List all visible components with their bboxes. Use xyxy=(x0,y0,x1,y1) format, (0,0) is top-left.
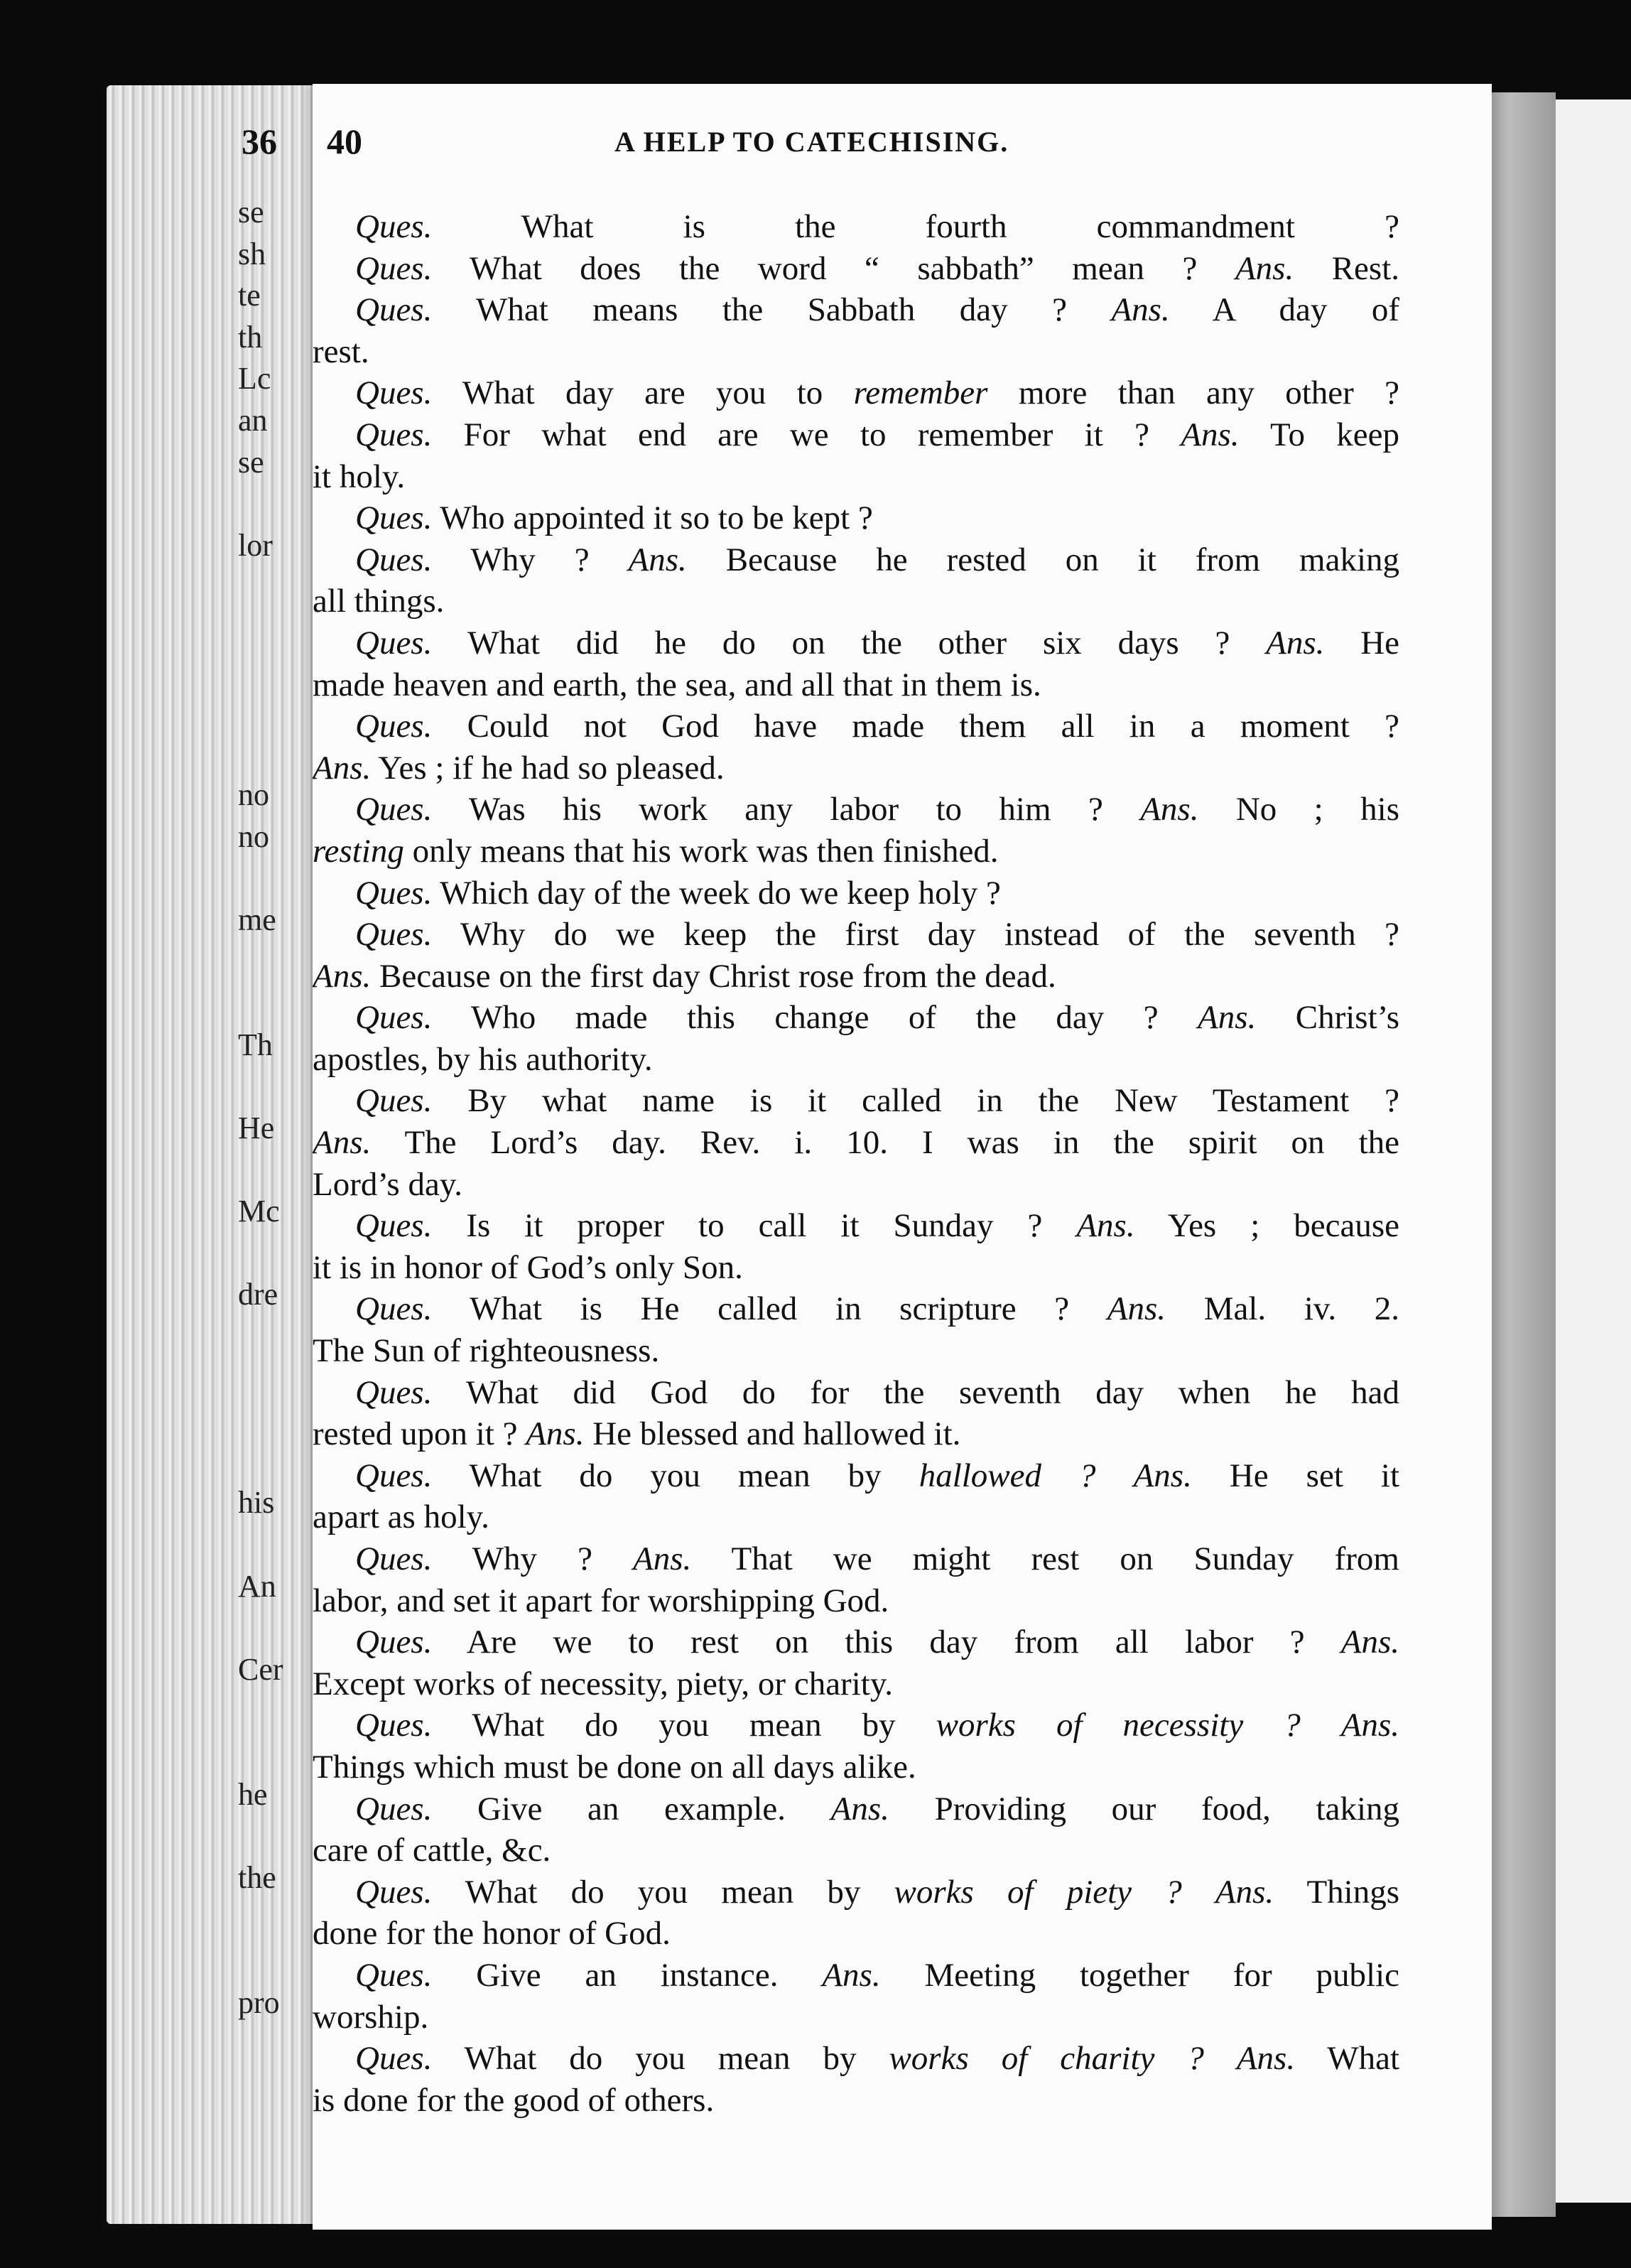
next-page-edge xyxy=(1556,99,1631,2203)
running-title: A HELP TO CATECHISING. xyxy=(614,126,1009,158)
text-line xyxy=(313,1164,1399,1206)
line-text: Things xyxy=(1274,1873,1399,1911)
margin-fragment: the xyxy=(238,1859,276,1895)
margin-fragment xyxy=(238,1358,323,1400)
margin-fragment xyxy=(238,1399,323,1441)
question-label: Ques. xyxy=(355,624,433,662)
question-label: Ques. xyxy=(355,791,433,828)
answer-label: Ans. xyxy=(628,541,687,578)
line-text: What is He called in scripture ? xyxy=(432,1290,1107,1328)
line-text: What does the word “ sabbath” mean ? xyxy=(432,249,1235,287)
margin-fragment xyxy=(238,1815,323,1857)
text-line xyxy=(313,1872,1399,1913)
line-text: Why do we keep the first day instead of the seventh ? xyxy=(432,916,1399,954)
margin-fragment xyxy=(238,2024,323,2066)
line-text: Give an example. xyxy=(432,1790,831,1827)
text-line xyxy=(313,414,1399,456)
line-text: Mal. iv. 2. xyxy=(1166,1290,1399,1328)
text-line xyxy=(313,873,1399,914)
line-text: That we might rest on Sunday from xyxy=(691,1540,1399,1577)
line-text: rest. xyxy=(313,333,369,370)
answer-label: Ans. xyxy=(1235,249,1294,287)
text-line xyxy=(313,497,1399,539)
text-line xyxy=(313,1247,1399,1289)
text-line xyxy=(313,1288,1399,1330)
margin-fragment xyxy=(238,1899,323,1940)
line-text: it holy. xyxy=(313,458,406,495)
margin-fragment: He xyxy=(238,1111,275,1146)
margin-fragment: th xyxy=(238,319,263,355)
margin-fragment: se xyxy=(238,195,264,230)
question-label: Ques. xyxy=(355,291,433,329)
question-label: Ques. xyxy=(355,1082,433,1120)
margin-fragment xyxy=(238,858,323,900)
margin-fragment xyxy=(238,650,323,692)
line-text: Was his work any labor to him ? xyxy=(432,791,1141,828)
emphasis-text: remember xyxy=(853,374,988,412)
line-text: all things. xyxy=(313,583,445,620)
question-label: Ques. xyxy=(355,1873,433,1911)
text-line xyxy=(313,706,1399,747)
margin-fragment: Th xyxy=(238,1027,273,1062)
margin-fragment xyxy=(238,733,323,775)
line-text xyxy=(1301,1707,1341,1744)
text-line xyxy=(313,1746,1399,1788)
page-number: 40 xyxy=(327,122,362,161)
line-text: it is in honor of God’s only Son. xyxy=(313,1248,743,1286)
answer-label: Ans. xyxy=(830,1790,889,1827)
margin-fragment: pro xyxy=(238,1984,280,2020)
emphasis-text: hallowed ? xyxy=(919,1457,1096,1494)
answer-label: Ans. xyxy=(313,957,372,995)
margin-fragment xyxy=(238,983,323,1025)
line-text: Could not God have made them all in a moment ? xyxy=(432,708,1399,745)
text-line xyxy=(313,747,1399,789)
answer-label: Ans. xyxy=(1236,2040,1296,2078)
text-line xyxy=(313,1913,1399,1955)
line-text: is done for the good of others. xyxy=(313,2081,715,2119)
text-line xyxy=(313,539,1399,581)
emphasis-text: resting xyxy=(313,832,404,870)
line-text: To keep xyxy=(1239,416,1399,453)
text-line xyxy=(313,1621,1399,1663)
text-line xyxy=(313,1955,1399,1997)
text-line xyxy=(313,206,1399,248)
question-label: Ques. xyxy=(355,541,433,578)
margin-fragment xyxy=(238,1690,323,1732)
margin-fragment: Mc xyxy=(238,1194,280,1229)
margin-fragment xyxy=(238,1607,323,1649)
margin-fragment: me xyxy=(238,902,276,938)
answer-label: Ans. xyxy=(822,1956,881,1994)
margin-fragment: no xyxy=(238,777,269,813)
text-line xyxy=(313,331,1399,373)
line-text: What do you mean by xyxy=(432,1873,894,1911)
answer-label: Ans. xyxy=(1215,1873,1274,1911)
line-text: rested upon it ? xyxy=(313,1415,526,1453)
text-line xyxy=(313,1080,1399,1122)
margin-fragment xyxy=(238,1441,323,1483)
text-line xyxy=(313,1455,1399,1497)
text-line xyxy=(313,1372,1399,1414)
answer-label: Ans. xyxy=(526,1415,585,1453)
text-line xyxy=(313,1496,1399,1538)
line-text: What do you mean by xyxy=(432,2040,889,2078)
margin-fragment: se xyxy=(238,444,264,480)
margin-fragment xyxy=(238,941,323,983)
text-line xyxy=(313,1330,1399,1372)
line-text: What means the Sabbath day ? xyxy=(432,291,1112,329)
line-text: What did he do on the other six days ? xyxy=(432,624,1267,662)
margin-fragment xyxy=(238,566,323,608)
line-text: Yes ; because xyxy=(1134,1207,1399,1245)
margin-fragment: he xyxy=(238,1776,268,1812)
question-label: Ques. xyxy=(355,1290,433,1328)
line-text: made heaven and earth, the sea, and all that in them is. xyxy=(313,666,1041,703)
text-line xyxy=(313,1705,1399,1746)
margin-fragment xyxy=(238,1150,323,1192)
line-text: Is it proper to call it Sunday ? xyxy=(432,1207,1077,1245)
line-text: Why ? xyxy=(432,1540,634,1577)
text-line xyxy=(313,1997,1399,2038)
line-text: only means that his work was then finished. xyxy=(403,832,999,870)
line-text: apart as holy. xyxy=(313,1498,489,1536)
question-label: Ques. xyxy=(355,874,433,912)
text-line xyxy=(313,1413,1399,1455)
text-line xyxy=(313,248,1399,290)
answer-label: Ans. xyxy=(1140,791,1199,828)
text-line xyxy=(313,1830,1399,1872)
line-text: A day of xyxy=(1169,291,1399,329)
line-text: Which day of the week do we keep holy ? xyxy=(432,874,1001,912)
line-text: Because he rested on it from making xyxy=(686,541,1399,578)
question-label: Ques. xyxy=(355,1624,433,1661)
catechism-text xyxy=(313,206,1399,2121)
line-text: Why ? xyxy=(432,541,629,578)
line-text: Meeting together for public xyxy=(880,1956,1399,1994)
answer-label: Ans. xyxy=(1133,1457,1192,1494)
margin-fragment: An xyxy=(238,1568,276,1604)
line-text: Who appointed it so to be kept ? xyxy=(432,500,873,537)
text-line xyxy=(313,1663,1399,1705)
line-text: By what name is it called in the New Testament ? xyxy=(432,1082,1399,1120)
line-text: Who made this change of the day ? xyxy=(432,999,1198,1037)
text-line xyxy=(313,372,1399,414)
margin-fragment xyxy=(238,483,323,525)
question-label: Ques. xyxy=(355,1707,433,1744)
answer-label: Ans. xyxy=(1340,1707,1399,1744)
answer-label: Ans. xyxy=(1340,1624,1399,1661)
text-line xyxy=(313,997,1399,1039)
previous-page-margin-text xyxy=(238,192,323,2066)
question-label: Ques. xyxy=(355,999,433,1037)
text-line xyxy=(313,1205,1399,1247)
margin-fragment: Lc xyxy=(238,361,271,396)
answer-label: Ans. xyxy=(1266,624,1325,662)
question-label: Ques. xyxy=(355,208,433,245)
line-text: care of cattle, &c. xyxy=(313,1832,551,1869)
emphasis-text: works of necessity ? xyxy=(936,1707,1301,1744)
question-label: Ques. xyxy=(355,1457,433,1494)
margin-fragment xyxy=(238,1233,323,1275)
line-text: apostles, by his authority. xyxy=(313,1040,653,1078)
text-line xyxy=(313,1538,1399,1580)
line-text xyxy=(1096,1457,1134,1494)
line-text: The Sun of righteousness. xyxy=(313,1332,660,1370)
line-text: What xyxy=(1295,2040,1399,2078)
text-line xyxy=(313,956,1399,998)
margin-fragment xyxy=(238,1316,323,1358)
margin-fragment xyxy=(238,1066,323,1108)
line-text: more than any other ? xyxy=(987,374,1399,412)
line-text: Except works of necessity, piety, or charity. xyxy=(313,1665,894,1702)
text-line xyxy=(313,789,1399,831)
line-text: Rest. xyxy=(1294,249,1399,287)
line-text: Because on the first day Christ rose from the dead. xyxy=(371,957,1056,995)
margin-fragment xyxy=(238,1732,323,1774)
line-text: He blessed and hallowed it. xyxy=(584,1415,961,1453)
margin-fragment xyxy=(238,1524,323,1566)
margin-fragment xyxy=(238,691,323,733)
line-text: worship. xyxy=(313,1998,429,2036)
line-text: Yes ; if he had so pleased. xyxy=(371,749,725,787)
text-line xyxy=(313,289,1399,331)
margin-fragment: sh xyxy=(238,236,266,271)
line-text: Things which must be done on all days alike. xyxy=(313,1748,916,1786)
question-label: Ques. xyxy=(355,708,433,745)
line-text: No ; his xyxy=(1198,791,1399,828)
margin-fragment: no xyxy=(238,819,269,854)
text-line xyxy=(313,914,1399,956)
line-text: He xyxy=(1324,624,1399,662)
line-text: Are we to rest on this day from all labor ? xyxy=(432,1624,1341,1661)
line-text: What did God do for the seventh day when he had xyxy=(432,1373,1399,1411)
margin-fragment: te xyxy=(238,278,261,313)
margin-fragment xyxy=(238,1940,323,1982)
line-text: What do you mean by xyxy=(432,1457,919,1494)
line-text xyxy=(1204,2040,1237,2077)
answer-label: Ans. xyxy=(1111,291,1170,329)
answer-label: Ans. xyxy=(313,1124,372,1162)
question-label: Ques. xyxy=(355,916,433,954)
margin-fragment xyxy=(238,608,323,650)
margin-fragment: Cer xyxy=(238,1651,283,1687)
margin-fragment: dre xyxy=(238,1277,278,1312)
text-line xyxy=(313,2080,1399,2122)
line-text: For what end are we to remember it ? xyxy=(432,416,1181,453)
question-label: Ques. xyxy=(355,374,433,412)
line-text: done for the honor of God. xyxy=(313,1915,671,1953)
answer-label: Ans. xyxy=(313,749,372,787)
line-text: Give an instance. xyxy=(432,1956,823,1994)
answer-label: Ans. xyxy=(1181,416,1240,453)
line-text: He set it xyxy=(1191,1457,1399,1494)
answer-label: Ans. xyxy=(1198,999,1257,1037)
previous-page-number: 36 xyxy=(242,122,277,161)
answer-label: Ans. xyxy=(633,1540,692,1577)
question-label: Ques. xyxy=(355,1207,433,1245)
question-label: Ques. xyxy=(355,416,433,453)
line-text: Providing our food, taking xyxy=(889,1790,1399,1827)
text-line xyxy=(313,622,1399,664)
text-line xyxy=(313,664,1399,706)
margin-fragment: lor xyxy=(238,527,273,563)
line-text: What day are you to xyxy=(432,374,854,412)
line-text: The Lord’s day. Rev. i. 10. I was in the spirit on the xyxy=(371,1124,1399,1162)
question-label: Ques. xyxy=(355,249,433,287)
line-text xyxy=(1182,1874,1215,1911)
question-label: Ques. xyxy=(355,1373,433,1411)
answer-label: Ans. xyxy=(1107,1290,1166,1328)
emphasis-text: works of charity ? xyxy=(889,2040,1204,2078)
question-label: Ques. xyxy=(355,500,433,537)
text-line xyxy=(313,2038,1399,2080)
margin-fragment: an xyxy=(238,402,268,438)
line-text: What do you mean by xyxy=(432,1707,936,1744)
line-text: Christ’s xyxy=(1256,999,1399,1037)
text-line xyxy=(313,1039,1399,1081)
question-label: Ques. xyxy=(355,1540,433,1577)
text-line xyxy=(313,1122,1399,1164)
line-text: labor, and set it apart for worshipping God. xyxy=(313,1582,889,1619)
page-header xyxy=(242,121,1392,171)
question-label: Ques. xyxy=(355,1790,433,1827)
answer-label: Ans. xyxy=(1076,1207,1135,1245)
line-text: What is the fourth commandment ? xyxy=(432,208,1399,245)
text-line xyxy=(313,831,1399,873)
margin-fragment: his xyxy=(238,1485,275,1521)
text-line xyxy=(313,456,1399,498)
text-line xyxy=(313,580,1399,622)
emphasis-text: works of piety ? xyxy=(894,1873,1182,1911)
text-line xyxy=(313,1580,1399,1622)
question-label: Ques. xyxy=(355,2040,433,2078)
question-label: Ques. xyxy=(355,1956,433,1994)
text-line xyxy=(313,1788,1399,1830)
line-text: Lord’s day. xyxy=(313,1165,463,1203)
